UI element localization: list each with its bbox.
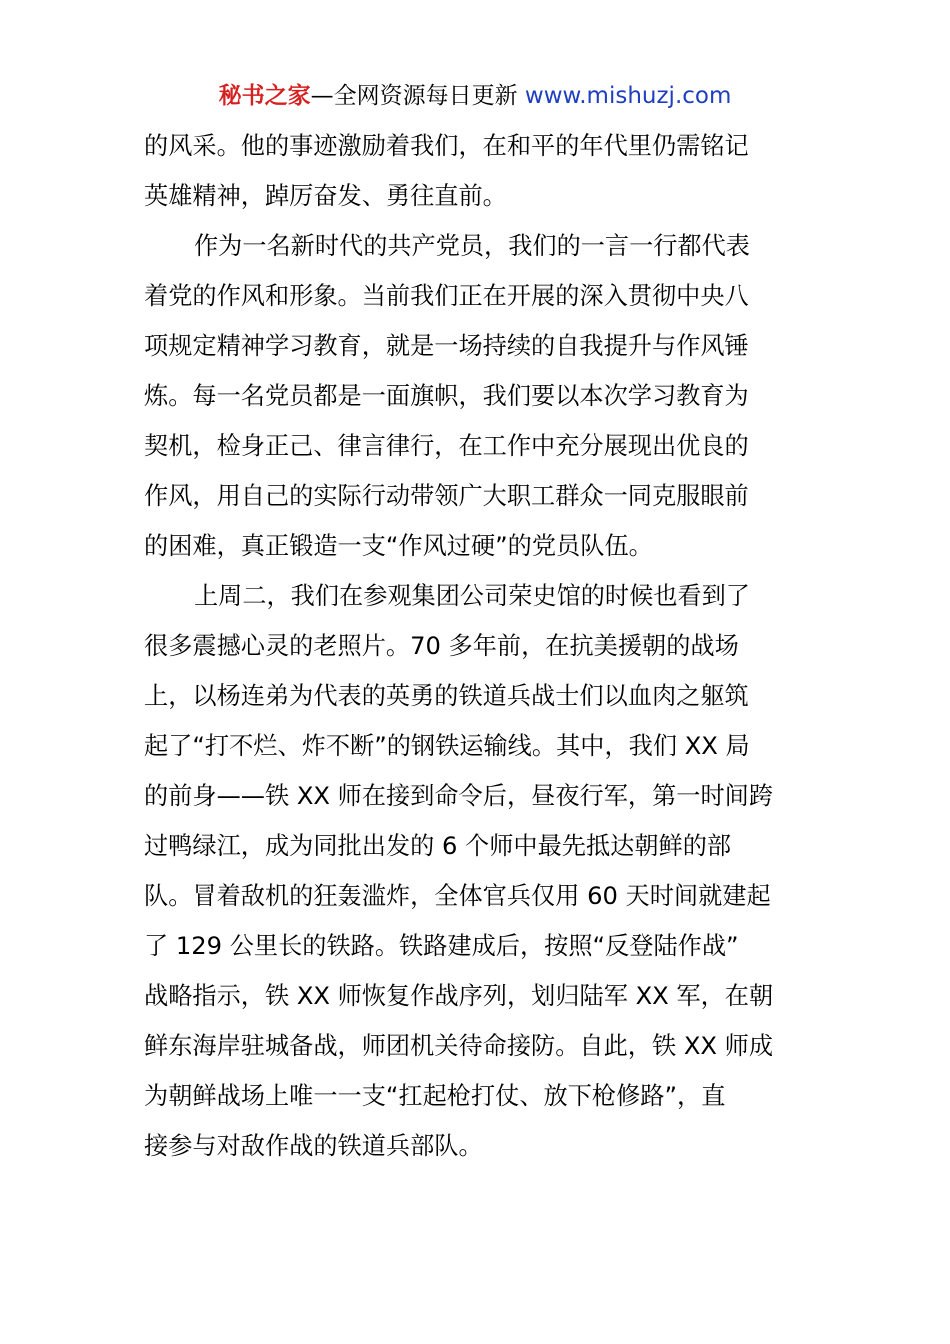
text-line: 战略指示，铁 XX 师恢复作战序列，划归陆军 XX 军，在朝 xyxy=(144,982,774,1010)
document-body xyxy=(144,121,814,1171)
text-line: 作风，用自己的实际行动带领广大职工群众一同克服眼前 xyxy=(144,482,749,510)
site-url-link[interactable]: www.mishuzj.com xyxy=(524,83,732,109)
text-line: 接参与对敌作战的铁道兵部队。 xyxy=(144,1132,483,1160)
site-brand: 秘书之家 xyxy=(218,83,311,109)
text-line: 起了“打不烂、炸不断”的钢铁运输线。其中，我们 XX 局 xyxy=(144,732,750,760)
text-line: 了 129 公里长的铁路。铁路建成后，按照“反登陆作战” xyxy=(144,932,739,960)
text-line: 的风采。他的事迹激励着我们，在和平的年代里仍需铭记 xyxy=(144,132,749,160)
text-line: 鲜东海岸驻城备战，师团机关待命接防。自此，铁 XX 师成 xyxy=(144,1032,774,1060)
text-line: 炼。每一名党员都是一面旗帜，我们要以本次学习教育为 xyxy=(144,382,749,410)
text-line: 过鸭绿江，成为同批出发的 6 个师中最先抵达朝鲜的部 xyxy=(144,832,732,860)
site-tagline: —全网资源每日更新 xyxy=(310,83,518,109)
text-line: 上周二，我们在参观集团公司荣史馆的时候也看到了 xyxy=(194,582,750,610)
text-line: 队。冒着敌机的狂轰滥炸，全体官兵仅用 60 天时间就建起 xyxy=(144,882,771,910)
text-line: 上，以杨连弟为代表的英勇的铁道兵战士们以血肉之躯筑 xyxy=(144,682,749,710)
text-line: 的困难，真正锻造一支“作风过硬”的党员队伍。 xyxy=(144,532,653,560)
text-line: 的前身——铁 XX 师在接到命令后，昼夜行军，第一时间跨 xyxy=(144,782,774,810)
site-header xyxy=(0,80,950,112)
text-line: 作为一名新时代的共产党员，我们的一言一行都代表 xyxy=(194,232,750,260)
text-line: 英雄精神，踔厉奋发、勇往直前。 xyxy=(144,182,507,210)
text-line: 项规定精神学习教育，就是一场持续的自我提升与作风锤 xyxy=(144,332,749,360)
text-line: 为朝鲜战场上唯一一支“扛起枪打仗、放下枪修路”，直 xyxy=(144,1082,726,1110)
text-line: 很多震撼心灵的老照片。70 多年前，在抗美援朝的战场 xyxy=(144,632,739,660)
text-line: 契机，检身正己、律言律行，在工作中充分展现出优良的 xyxy=(144,432,749,460)
text-line: 着党的作风和形象。当前我们正在开展的深入贯彻中央八 xyxy=(144,282,749,310)
